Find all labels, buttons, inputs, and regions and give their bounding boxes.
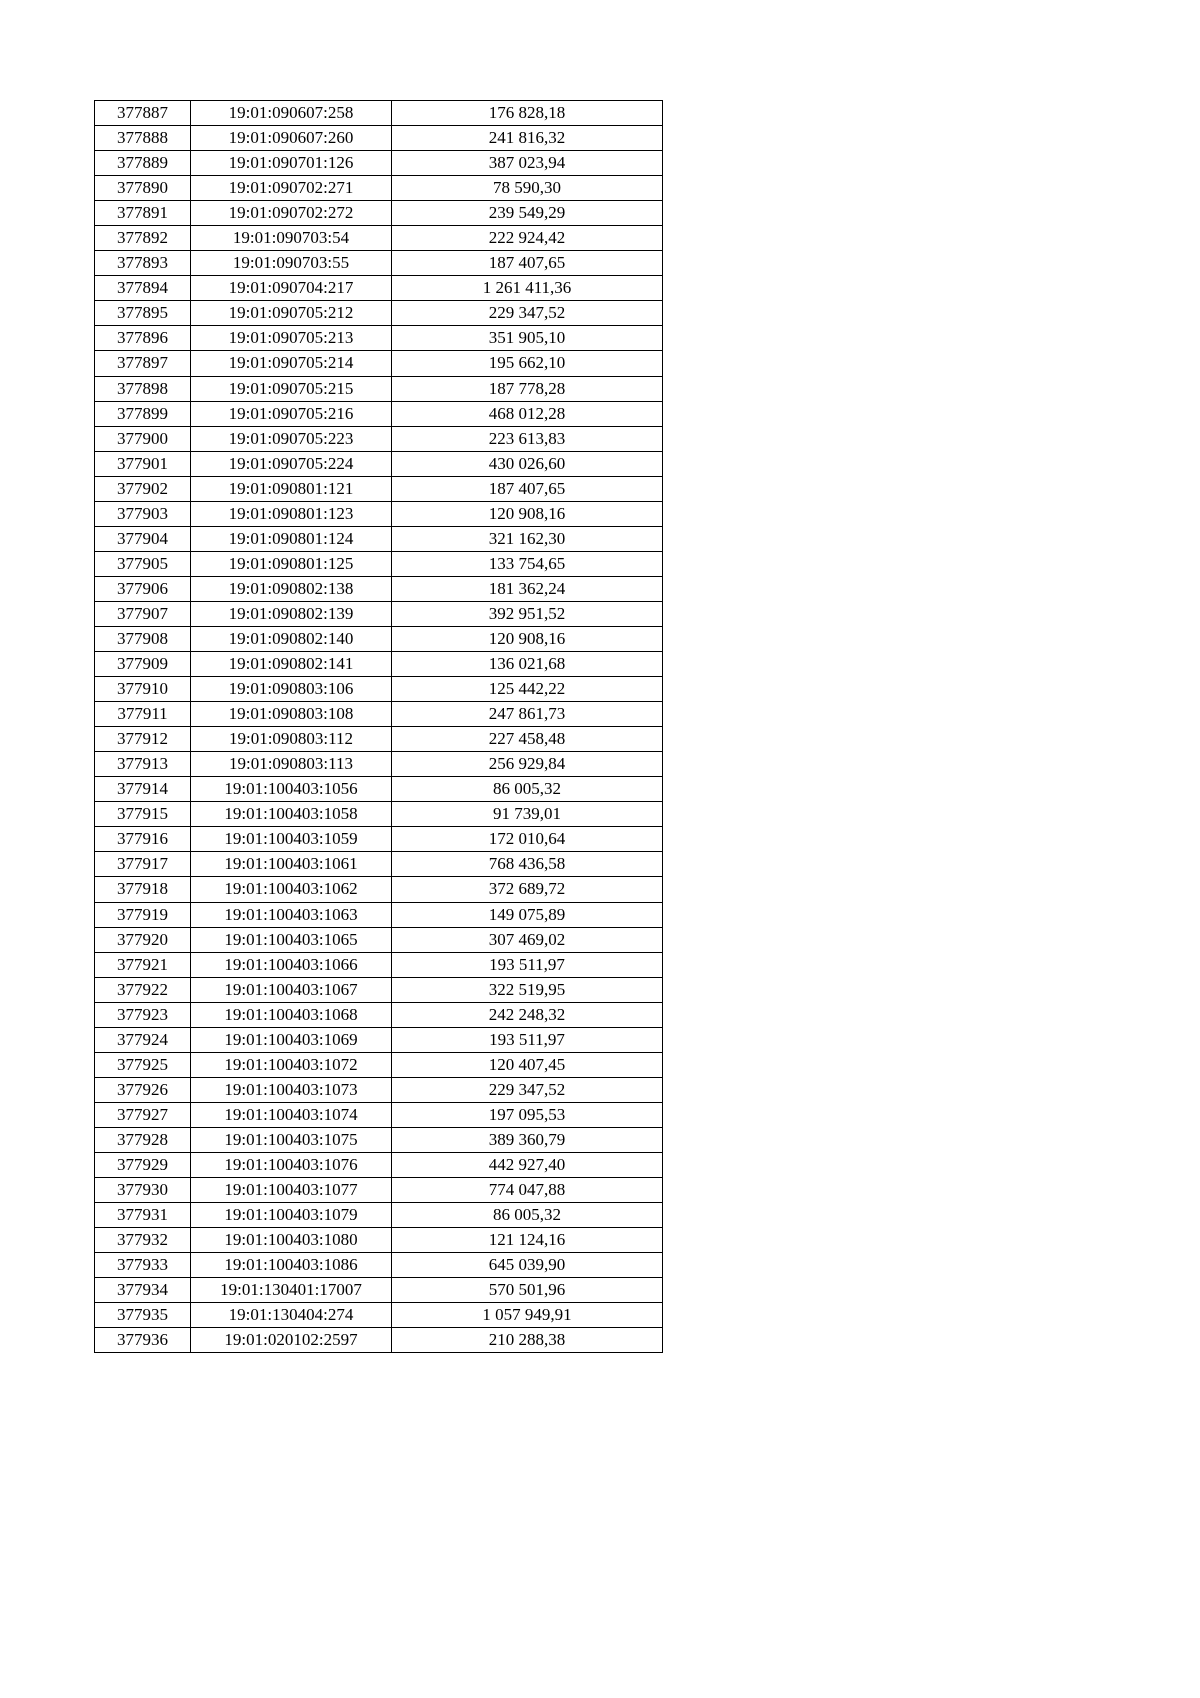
- cadastral-number-cell: 19:01:090803:112: [191, 727, 392, 752]
- cadastral-number-cell: 19:01:100403:1058: [191, 802, 392, 827]
- row-number-cell: 377891: [95, 201, 191, 226]
- table-row: [95, 426, 663, 451]
- table-row: [95, 1278, 663, 1303]
- row-number-cell: 377921: [95, 952, 191, 977]
- row-number-cell: 377894: [95, 276, 191, 301]
- cadastral-number-cell: 19:01:090803:113: [191, 752, 392, 777]
- row-number-cell: 377900: [95, 426, 191, 451]
- table-row: [95, 702, 663, 727]
- cadastral-number-cell: 19:01:090801:125: [191, 551, 392, 576]
- row-number-cell: 377926: [95, 1077, 191, 1102]
- row-number-cell: 377890: [95, 176, 191, 201]
- row-number-cell: 377917: [95, 852, 191, 877]
- cadastral-number-cell: 19:01:100403:1069: [191, 1027, 392, 1052]
- cadastral-number-cell: 19:01:130401:17007: [191, 1278, 392, 1303]
- cadastral-value-cell: 136 021,68: [392, 652, 663, 677]
- table-row: [95, 752, 663, 777]
- cadastral-value-cell: 389 360,79: [392, 1127, 663, 1152]
- row-number-cell: 377923: [95, 1002, 191, 1027]
- cadastral-value-cell: 227 458,48: [392, 727, 663, 752]
- cadastral-number-cell: 19:01:090705:215: [191, 376, 392, 401]
- cadastral-value-cell: 197 095,53: [392, 1102, 663, 1127]
- cadastral-number-cell: 19:01:090702:272: [191, 201, 392, 226]
- table-row: [95, 126, 663, 151]
- table-row: [95, 151, 663, 176]
- cadastral-number-cell: 19:01:100403:1076: [191, 1152, 392, 1177]
- row-number-cell: 377930: [95, 1178, 191, 1203]
- cadastral-value-cell: 1 261 411,36: [392, 276, 663, 301]
- cadastral-value-cell: 187 407,65: [392, 251, 663, 276]
- row-number-cell: 377887: [95, 101, 191, 126]
- cadastral-value-cell: 1 057 949,91: [392, 1303, 663, 1328]
- cadastral-value-cell: 210 288,38: [392, 1328, 663, 1353]
- row-number-cell: 377904: [95, 526, 191, 551]
- cadastral-value-cell: 172 010,64: [392, 827, 663, 852]
- row-number-cell: 377913: [95, 752, 191, 777]
- table-row: [95, 401, 663, 426]
- cadastral-value-cell: 121 124,16: [392, 1228, 663, 1253]
- cadastral-number-cell: 19:01:090802:140: [191, 626, 392, 651]
- cadastral-number-cell: 19:01:100403:1066: [191, 952, 392, 977]
- cadastral-number-cell: 19:01:090607:258: [191, 101, 392, 126]
- row-number-cell: 377920: [95, 927, 191, 952]
- table-row: [95, 101, 663, 126]
- row-number-cell: 377916: [95, 827, 191, 852]
- row-number-cell: 377901: [95, 451, 191, 476]
- cadastral-value-cell: 149 075,89: [392, 902, 663, 927]
- cadastral-number-cell: 19:01:100403:1061: [191, 852, 392, 877]
- table-row: [95, 977, 663, 1002]
- table-row: [95, 1253, 663, 1278]
- cadastral-value-cell: 120 908,16: [392, 626, 663, 651]
- table-row: [95, 1127, 663, 1152]
- cadastral-value-cell: 392 951,52: [392, 601, 663, 626]
- row-number-cell: 377934: [95, 1278, 191, 1303]
- cadastral-value-cell: 645 039,90: [392, 1253, 663, 1278]
- cadastral-value-cell: 307 469,02: [392, 927, 663, 952]
- row-number-cell: 377933: [95, 1253, 191, 1278]
- table-body: [95, 101, 663, 1353]
- cadastral-number-cell: 19:01:090705:223: [191, 426, 392, 451]
- table-row: [95, 1052, 663, 1077]
- cadastral-number-cell: 19:01:020102:2597: [191, 1328, 392, 1353]
- cadastral-number-cell: 19:01:100403:1086: [191, 1253, 392, 1278]
- cadastral-value-cell: 223 613,83: [392, 426, 663, 451]
- row-number-cell: 377928: [95, 1127, 191, 1152]
- table-row: [95, 226, 663, 251]
- table-row: [95, 1328, 663, 1353]
- cadastral-value-cell: 195 662,10: [392, 351, 663, 376]
- cadastral-number-cell: 19:01:100403:1074: [191, 1102, 392, 1127]
- cadastral-value-cell: 247 861,73: [392, 702, 663, 727]
- table-row: [95, 1303, 663, 1328]
- table-row: [95, 176, 663, 201]
- cadastral-number-cell: 19:01:090702:271: [191, 176, 392, 201]
- cadastral-value-cell: 222 924,42: [392, 226, 663, 251]
- row-number-cell: 377927: [95, 1102, 191, 1127]
- cadastral-value-cell: 242 248,32: [392, 1002, 663, 1027]
- table-row: [95, 1178, 663, 1203]
- cadastral-value-cell: 176 828,18: [392, 101, 663, 126]
- cadastral-number-cell: 19:01:090705:216: [191, 401, 392, 426]
- cadastral-number-cell: 19:01:100403:1077: [191, 1178, 392, 1203]
- cadastral-value-cell: 120 407,45: [392, 1052, 663, 1077]
- cadastral-value-cell: 351 905,10: [392, 326, 663, 351]
- table-row: [95, 351, 663, 376]
- cadastral-value-table: [94, 100, 663, 1353]
- cadastral-number-cell: 19:01:090705:212: [191, 301, 392, 326]
- cadastral-number-cell: 19:01:100403:1059: [191, 827, 392, 852]
- row-number-cell: 377935: [95, 1303, 191, 1328]
- row-number-cell: 377889: [95, 151, 191, 176]
- row-number-cell: 377896: [95, 326, 191, 351]
- table-row: [95, 476, 663, 501]
- cadastral-value-cell: 120 908,16: [392, 501, 663, 526]
- table-row: [95, 551, 663, 576]
- table-row: [95, 276, 663, 301]
- cadastral-value-cell: 181 362,24: [392, 576, 663, 601]
- cadastral-value-cell: 187 407,65: [392, 476, 663, 501]
- table-row: [95, 1152, 663, 1177]
- cadastral-value-cell: 187 778,28: [392, 376, 663, 401]
- cadastral-value-cell: 125 442,22: [392, 677, 663, 702]
- cadastral-value-cell: 322 519,95: [392, 977, 663, 1002]
- table-row: [95, 727, 663, 752]
- table-row: [95, 1203, 663, 1228]
- cadastral-number-cell: 19:01:100403:1062: [191, 877, 392, 902]
- table-row: [95, 526, 663, 551]
- cadastral-value-cell: 86 005,32: [392, 777, 663, 802]
- table-row: [95, 451, 663, 476]
- row-number-cell: 377907: [95, 601, 191, 626]
- row-number-cell: 377929: [95, 1152, 191, 1177]
- cadastral-value-cell: 774 047,88: [392, 1178, 663, 1203]
- cadastral-value-cell: 133 754,65: [392, 551, 663, 576]
- cadastral-number-cell: 19:01:100403:1079: [191, 1203, 392, 1228]
- cadastral-number-cell: 19:01:100403:1068: [191, 1002, 392, 1027]
- table-row: [95, 927, 663, 952]
- cadastral-value-cell: 442 927,40: [392, 1152, 663, 1177]
- row-number-cell: 377903: [95, 501, 191, 526]
- row-number-cell: 377915: [95, 802, 191, 827]
- table-row: [95, 677, 663, 702]
- cadastral-number-cell: 19:01:090801:121: [191, 476, 392, 501]
- cadastral-number-cell: 19:01:100403:1067: [191, 977, 392, 1002]
- cadastral-value-cell: 321 162,30: [392, 526, 663, 551]
- cadastral-value-cell: 78 590,30: [392, 176, 663, 201]
- cadastral-number-cell: 19:01:100403:1065: [191, 927, 392, 952]
- row-number-cell: 377914: [95, 777, 191, 802]
- row-number-cell: 377895: [95, 301, 191, 326]
- cadastral-value-cell: 193 511,97: [392, 1027, 663, 1052]
- cadastral-value-cell: 229 347,52: [392, 1077, 663, 1102]
- table-row: [95, 1228, 663, 1253]
- cadastral-number-cell: 19:01:090803:106: [191, 677, 392, 702]
- row-number-cell: 377908: [95, 626, 191, 651]
- row-number-cell: 377932: [95, 1228, 191, 1253]
- table-row: [95, 877, 663, 902]
- table-row: [95, 777, 663, 802]
- table-row: [95, 1102, 663, 1127]
- cadastral-number-cell: 19:01:090703:55: [191, 251, 392, 276]
- table-row: [95, 201, 663, 226]
- row-number-cell: 377888: [95, 126, 191, 151]
- row-number-cell: 377902: [95, 476, 191, 501]
- table-row: [95, 827, 663, 852]
- cadastral-number-cell: 19:01:090801:124: [191, 526, 392, 551]
- row-number-cell: 377899: [95, 401, 191, 426]
- row-number-cell: 377892: [95, 226, 191, 251]
- cadastral-number-cell: 19:01:090607:260: [191, 126, 392, 151]
- table-row: [95, 902, 663, 927]
- table-row: [95, 852, 663, 877]
- cadastral-number-cell: 19:01:100403:1063: [191, 902, 392, 927]
- table-row: [95, 576, 663, 601]
- row-number-cell: 377897: [95, 351, 191, 376]
- cadastral-value-cell: 468 012,28: [392, 401, 663, 426]
- cadastral-number-cell: 19:01:090705:224: [191, 451, 392, 476]
- cadastral-number-cell: 19:01:090802:138: [191, 576, 392, 601]
- cadastral-number-cell: 19:01:100403:1072: [191, 1052, 392, 1077]
- table-row: [95, 301, 663, 326]
- row-number-cell: 377924: [95, 1027, 191, 1052]
- cadastral-number-cell: 19:01:100403:1056: [191, 777, 392, 802]
- table-row: [95, 601, 663, 626]
- row-number-cell: 377905: [95, 551, 191, 576]
- table-row: [95, 251, 663, 276]
- row-number-cell: 377906: [95, 576, 191, 601]
- row-number-cell: 377918: [95, 877, 191, 902]
- cadastral-number-cell: 19:01:090704:217: [191, 276, 392, 301]
- cadastral-number-cell: 19:01:090801:123: [191, 501, 392, 526]
- table-row: [95, 626, 663, 651]
- cadastral-value-cell: 91 739,01: [392, 802, 663, 827]
- table-row: [95, 652, 663, 677]
- cadastral-number-cell: 19:01:090705:214: [191, 351, 392, 376]
- table-row: [95, 501, 663, 526]
- table-row: [95, 952, 663, 977]
- cadastral-value-cell: 229 347,52: [392, 301, 663, 326]
- cadastral-value-cell: 239 549,29: [392, 201, 663, 226]
- row-number-cell: 377912: [95, 727, 191, 752]
- row-number-cell: 377925: [95, 1052, 191, 1077]
- cadastral-number-cell: 19:01:090705:213: [191, 326, 392, 351]
- row-number-cell: 377910: [95, 677, 191, 702]
- cadastral-number-cell: 19:01:090802:139: [191, 601, 392, 626]
- row-number-cell: 377909: [95, 652, 191, 677]
- cadastral-value-cell: 372 689,72: [392, 877, 663, 902]
- cadastral-value-cell: 193 511,97: [392, 952, 663, 977]
- table-row: [95, 802, 663, 827]
- cadastral-number-cell: 19:01:090703:54: [191, 226, 392, 251]
- cadastral-value-cell: 768 436,58: [392, 852, 663, 877]
- cadastral-number-cell: 19:01:100403:1075: [191, 1127, 392, 1152]
- cadastral-value-cell: 256 929,84: [392, 752, 663, 777]
- table-row: [95, 376, 663, 401]
- row-number-cell: 377919: [95, 902, 191, 927]
- cadastral-value-cell: 430 026,60: [392, 451, 663, 476]
- row-number-cell: 377898: [95, 376, 191, 401]
- cadastral-number-cell: 19:01:090802:141: [191, 652, 392, 677]
- cadastral-number-cell: 19:01:100403:1073: [191, 1077, 392, 1102]
- cadastral-value-cell: 570 501,96: [392, 1278, 663, 1303]
- cadastral-value-cell: 86 005,32: [392, 1203, 663, 1228]
- cadastral-number-cell: 19:01:090803:108: [191, 702, 392, 727]
- table-row: [95, 326, 663, 351]
- row-number-cell: 377922: [95, 977, 191, 1002]
- row-number-cell: 377936: [95, 1328, 191, 1353]
- table-row: [95, 1002, 663, 1027]
- cadastral-number-cell: 19:01:130404:274: [191, 1303, 392, 1328]
- table-row: [95, 1027, 663, 1052]
- cadastral-value-cell: 241 816,32: [392, 126, 663, 151]
- row-number-cell: 377893: [95, 251, 191, 276]
- cadastral-number-cell: 19:01:090701:126: [191, 151, 392, 176]
- row-number-cell: 377931: [95, 1203, 191, 1228]
- row-number-cell: 377911: [95, 702, 191, 727]
- cadastral-number-cell: 19:01:100403:1080: [191, 1228, 392, 1253]
- table-row: [95, 1077, 663, 1102]
- cadastral-value-cell: 387 023,94: [392, 151, 663, 176]
